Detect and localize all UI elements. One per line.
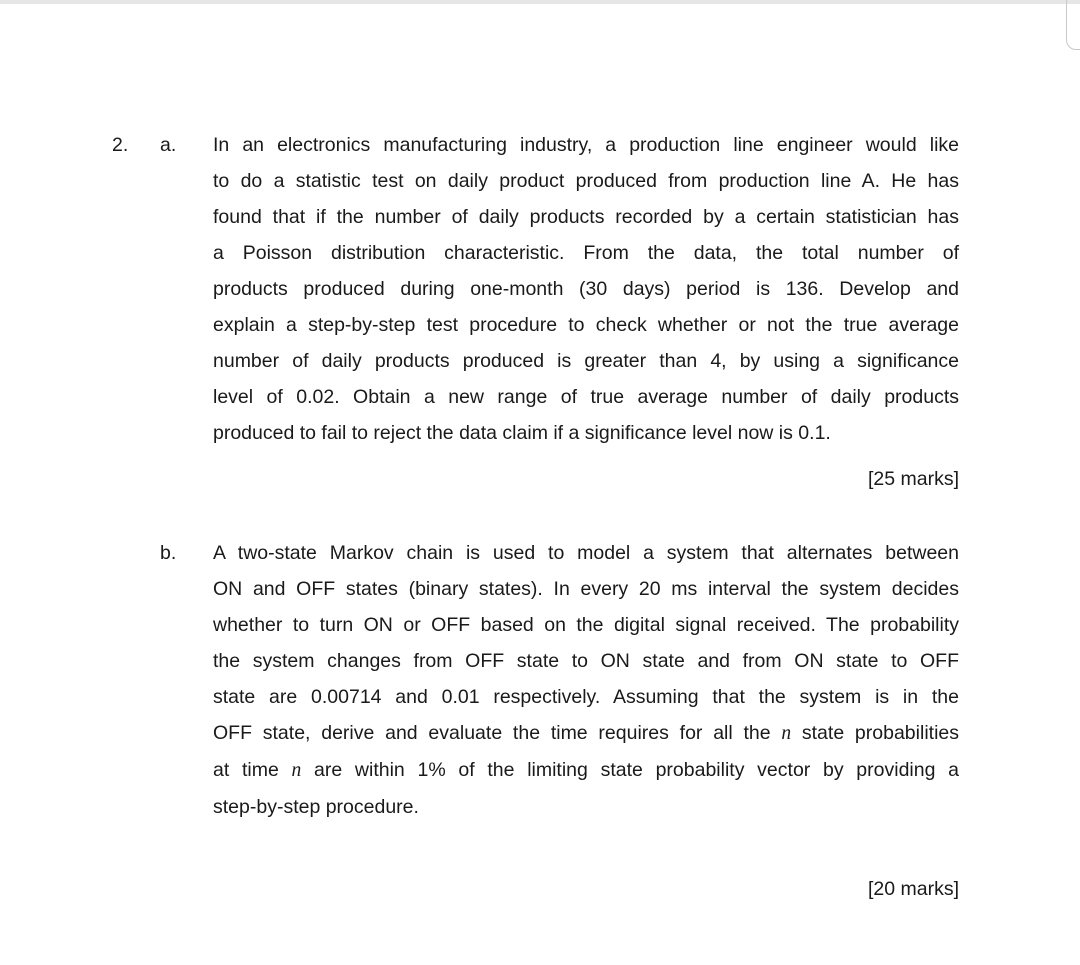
part-a-line: found that if the number of daily products recorded by a certain statistician has bbox=[213, 206, 959, 228]
part-a-line: to do a statistic test on daily product produced from production line A. He has bbox=[213, 170, 959, 192]
part-a-label: a. bbox=[160, 134, 177, 156]
variable-n: n bbox=[291, 760, 302, 781]
part-b-text bbox=[213, 535, 959, 825]
part-b-line: whether to turn ON or OFF based on the digital signal received. The probability bbox=[213, 614, 959, 636]
variable-n: n bbox=[781, 723, 792, 744]
part-b-line6-pre: OFF state, derive and evaluate the time requires for all the bbox=[213, 722, 782, 744]
part-b-line: A two-state Markov chain is used to model a system that alternates between bbox=[213, 542, 959, 564]
part-b-line7-pre: at time bbox=[213, 759, 292, 781]
part-a-line: number of daily products produced is greater than 4, by using a significance bbox=[213, 350, 959, 372]
part-a-line: level of 0.02. Obtain a new range of true average number of daily products bbox=[213, 386, 959, 408]
part-b-line: the system changes from OFF state to ON state and from ON state to OFF bbox=[213, 650, 959, 672]
part-a-line: explain a step-by-step test procedure to check whether or not the true average bbox=[213, 314, 959, 336]
part-a-line: In an electronics manufacturing industry, a production line engineer would like bbox=[213, 134, 959, 156]
part-b-line: step-by-step procedure. bbox=[213, 796, 419, 818]
part-b-marks: [20 marks] bbox=[867, 878, 959, 900]
part-b-line bbox=[213, 715, 959, 752]
part-a-line: a Poisson distribution characteristic. From the data, the total number of bbox=[213, 242, 959, 264]
part-b-label: b. bbox=[160, 542, 177, 564]
part-b-line: ON and OFF states (binary states). In every 20 ms interval the system decides bbox=[213, 578, 959, 600]
part-b-line6-post: state probabilities bbox=[791, 722, 959, 744]
part-a-text bbox=[213, 127, 959, 451]
part-a-marks: [25 marks] bbox=[867, 468, 959, 490]
part-b-line7-post: are within 1% of the limiting state probability vector by providing a bbox=[301, 759, 960, 781]
part-a-line: products produced during one-month (30 days) period is 136. Develop and bbox=[213, 278, 959, 300]
question-number: 2. bbox=[112, 134, 129, 156]
part-a-line: produced to fail to reject the data claim if a significance level now is 0.1. bbox=[213, 422, 831, 444]
part-b-line: state are 0.00714 and 0.01 respectively. Assuming that the system is in the bbox=[213, 686, 959, 708]
part-b-line bbox=[213, 752, 959, 789]
